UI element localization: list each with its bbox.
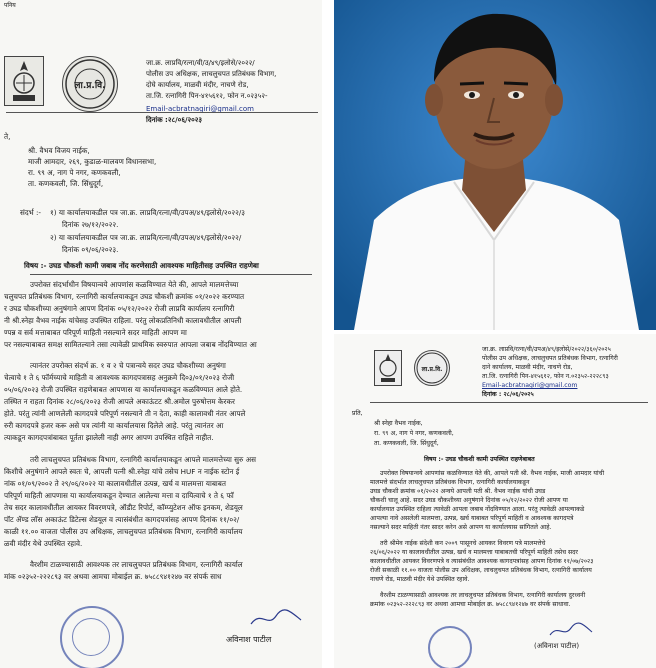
paragraph-line: नसल्याने सदर माहिती नंतर सादर करेन असे आपण या कार्यालयास सांगितले आहे.: [370, 524, 552, 531]
signature-scribble-small: [546, 620, 596, 640]
paragraph-line: त्याकडून कागदपत्रांबाबत पूर्तता झालेली नाही अगर आपण उपस्थित राहिले नाहीत.: [4, 433, 214, 442]
addressee-prefix: प्रति,: [352, 410, 363, 417]
portrait-photo: [334, 0, 656, 330]
svg-text:ला.प्र.वि.: ला.प्र.वि.: [421, 366, 443, 373]
paragraph-line: नाचणे रोड, माळवी मंदीर येथे उपस्थित रहावे.: [370, 576, 470, 583]
reference-2: २) या कार्यालयाकडील पत्र जा.क्र. लाप्रवि/रत्ना/वी/उपअ/४९/इलोसे/२०२२/: [50, 233, 242, 242]
signature-scribble: [246, 606, 306, 630]
paragraph-line: तरी श्रीमेव नाईक संदेशी कन २००९ पासूनचे आयकर विवरण पत्रे मालमत्तेचे: [380, 540, 546, 547]
header-divider: [6, 112, 318, 113]
police-emblem-logo: [4, 56, 44, 106]
reference-2b: दिनांक ०९/०६/२०२३.: [62, 245, 119, 254]
paragraph-line: वैरशीम टाळण्यासाठी आवश्यक तर लाचलुचपत प्रतिबंधक विभाग, रत्नागिरी कार्यालय दुरध्वनी: [380, 592, 586, 599]
paragraph-line: वैरशीम टाळण्यासाठी आवश्यक तर लाचलुचपत प्रतिबंधक विभाग, रत्नागिरी कार्याल: [30, 560, 243, 569]
addressee-line1: रा. ९९ अ, नाग पे नगर, कणकवली,: [374, 430, 454, 437]
paragraph-line: काळी ११.०० वाजता पोलीस उप अधिक्षक, लाचलुचपत प्रतिबंधक विभाग, रत्नागिरी कार्यालय: [4, 527, 243, 536]
paragraph-line: परिपूर्ण माहिती आपणास या कार्यालयाकडून देण्यात आलेल्या मत्ता व दायित्वाचे १ ते ६ फॉ: [4, 491, 234, 500]
paragraph-line: तरी लाचलुचपत प्रतिबंधक विभाग, रत्नागिरी कार्यालयाकडून आपले मालमत्तेच्या सुरु अस: [30, 455, 256, 464]
header-date: दिनांक :२८/०६/२०२३: [146, 116, 203, 124]
addressee-name: श्री स्नेहा वैभव नाईक,: [374, 420, 423, 427]
paragraph-line: क्रमांक ०२३५२-२२२८९३ वर अथवा आमचा मोबाईल क्र. ७५८८९४१२४७ वर संपर्क साधावा.: [370, 601, 571, 608]
paragraph-line: मालमत्ते संदर्भात लाचलुचपत प्रतिबंधक विभाग, रत्नागिरी कार्यालयाकडून: [370, 479, 530, 486]
header-ref: जा.क्र. लाप्रवि/रत्ना/वी/उपअ/४९/इलोसे/२०२२/३६०/२०२५: [482, 346, 611, 353]
addressee-line2: ता. कणकवली, जि. सिंधुदूर्ग,: [374, 440, 439, 447]
header-line2: दोघे कार्यालय, माळवी मंदीर, नाचणे रोड,: [146, 81, 249, 89]
right-letter: [334, 334, 656, 668]
paragraph-line: रुरी कागदपत्रे हजर करू असे पत्र त्यांनी या कार्यालयास दिलेले आहे. परंतु त्यानंतर आ: [4, 421, 224, 430]
addressee-prefix: ते,: [4, 132, 11, 141]
addressee-line3: ता. कणकवली, जि. सिंधुदूर्ग,: [28, 179, 104, 188]
paragraph-line: चौकशी चालू आहे. सदर उघड चौकशीच्या अनुषंगाने दिनांक ०५/१२/२०२२ रोजी आपण या: [370, 497, 568, 504]
signature-name: अविनाश पाटील: [226, 635, 272, 644]
subject-divider: [30, 274, 312, 275]
paragraph-line: तस्थित न राहता दिनांक २८/०६/२०२३ रोजी आपले अकाऊंटट श्री.अमोल पुरुषोत्तम केरकर: [4, 397, 235, 406]
paragraph-line: उपरोक्त विषयान्वये आपणांस कळविण्यात येते की, आपले पती श्री. वैभव नाईक, माजी आमदार यांची: [380, 470, 605, 477]
addressee-line1: माजी आमदार, २६९, कुडाळ-मालवण विधानसभा,: [28, 157, 157, 166]
paragraph-line: चलुचपत प्रतिबंधक विभाग, रत्नागिरी कार्यालयाकडून उघड चौकशी क्रमांक ०१/२०२२ करण्यात: [4, 292, 245, 301]
header-line3: ता.जि. रत्नागिरी पिन-४१५६१२, फोन न.०२३५२-: [146, 92, 268, 100]
header-line3: ता.जि. रत्नागिरी पिन-४१५६१२, फोन न.०२३५२-२२२८९३: [482, 373, 609, 380]
office-round-stamp-small: [428, 626, 472, 668]
paragraph-line: उघड चौकशी क्रमांक ०१/२०२२ अन्वये आपली पती श्री. वैभव नाईक यांची उघड: [370, 488, 546, 495]
header-line1: पोलीस उप अधिक्षक, लाचलुचपत प्रतिबंधक विभाग,: [146, 70, 277, 78]
paragraph-line: नी श्री.स्नेहा वैभव नाईक यांचेसह उपस्थित राहिला. परंतु लोकप्रतिनिधी कालावधीतील आपली: [4, 316, 242, 325]
paragraph-line: कार्यालयात उपस्थित राहिला त्यावेळी आपला जबाब नोंदविण्यात आला. परंतु त्यावेळी आपल्याकडे: [370, 506, 585, 513]
top-word: पनिय: [4, 2, 16, 9]
header-ref: जा.क्र. लाप्रवि/रत्ना/वी/उ/४९/इलोसे/२०२२/: [146, 59, 255, 67]
signature-name: (अविनाश पाटील): [534, 642, 580, 650]
reference-1: १) या कार्यालयाकडील पत्र जा.क्र. लाप्रवि/रत्ना/वी/उपअ/४९/इलोसे/२०२२/३: [50, 208, 246, 217]
police-emblem-logo-small: [374, 350, 402, 386]
paragraph-line: पर नसल्याबाबत समक्ष सामितल्याने तसा त्यावेळी प्राथमिक स्वरुपात आपला जबाब नोंदविण्यात आ: [4, 340, 257, 349]
paragraph-line: रोजी सकाळी ११.०० वाजता पोलीस उप अधिक्षक, लाचलुचपत प्रतिबंधक विभाग, रत्नागिरी कार्यालय: [370, 567, 592, 574]
paragraph-line: २६/०६/२०२२ या कालावधीतील उत्पन्न, खर्च व मालमत्ता याबाबतची परिपूर्ण माहिती तसेच सदर: [370, 549, 578, 556]
reference-label: संदर्भ :-: [20, 208, 42, 217]
header-email[interactable]: Email-acbratnagiri@gmail.com: [482, 382, 578, 389]
paragraph-line: तेच सदर कालावधीतील आयकर विवरणपत्रे, ऑडीट रिपोर्ट, कॉम्प्युटेशन ऑफ इनकम, शेडयूल: [4, 503, 243, 512]
paragraph-line: किशीचे अनुषंगाने आपले स्वतः चे, आपली पत्नी श्री.स्नेहा यांचे तसेच HUF न नाईक स्टोन ई: [4, 467, 240, 476]
svg-text:ला.प्र.वि.: ला.प्र.वि.: [74, 81, 106, 91]
paragraph-line: पॉट ॲण्ड लॉस अकाऊंट डिटेल्स शेडयूल व त्यासंबंधीत कागदपत्रांसह आपण दिनांक ११/०२/: [4, 515, 240, 524]
subject: विषय :- उघड चौकशी कामी जबाब नोंद करणेसाठी आवश्यक माहितीसह उपस्थित राहणेबा: [24, 261, 259, 270]
header-date: दिनांक : २८/०६/२०२५: [482, 391, 534, 398]
portrait-illustration: [334, 0, 656, 330]
paragraph-line: नांक ०१/०९/२००२ ते २९/०६/२०२२ या कालावधीतील उत्पन्न, खर्च व मालमत्ता याबाबत: [4, 479, 226, 488]
paragraph-line: होते. परंतु त्यांनी आणलेली कागदपत्रे परिपूर्ण नसल्याने ती न देता, काही कालावधी नंतर आपले: [4, 409, 246, 418]
office-round-stamp: [60, 606, 124, 668]
addressee-line2: रा. ९९ अ, नाग पे नगर, कणकवली,: [28, 168, 121, 177]
header-divider: [370, 402, 648, 403]
paragraph-line: चेत्वाचे १ ते ६ फॉर्मच्याचे माहिती व आवश्यक कागदपत्रासह अनुक्रमे दि०३/०१/२०२३ रोजी: [4, 373, 235, 382]
paragraph-line: मांक ०२३५२-२२२८९३ वर अथवा आमचा मोबाईल क्र. ७५८८९४१२४७ वर संपर्क साध: [4, 572, 222, 581]
paragraph-line: त्यानंतर उपरोक्त संदर्भ क्र. १ व २ चे पत्रान्वये सदर उघड चौकशीच्या अनुषंगा: [30, 361, 226, 370]
subject: विषय :- उघड चौकशी कामी उपस्थित राहणेबाबत: [424, 456, 535, 463]
acb-seal-logo-small: [414, 350, 450, 386]
left-letter: [0, 0, 322, 668]
acb-seal-logo: [62, 56, 118, 112]
header-line1: पोलीस उप अधिक्षक, लाचलुचपत प्रतिबंधक विभाग, रत्नागिरी: [482, 355, 618, 362]
header-line2: दाने कार्यालय, माळवी मंदीर, नाचणे रोड,: [482, 364, 573, 371]
paragraph-line: ण्पन्न व सर्व मत्ताबाबत परिपूर्ण माहिती नसल्याने सदर माहिती आपण मा: [4, 328, 187, 337]
paragraph-line: उपरोक्त संदर्भाधीन विषयान्वये आपणांस कळविण्यात येते की, आपले मालमत्तेच्या: [30, 280, 239, 289]
paragraph-line: कालावधीतील आयकर विवरणपत्रे व त्यासंबंधीत आवश्यक कागदपत्रांसह आपण दिनांक ११/०७/२०२३: [370, 558, 594, 565]
paragraph-line: ०५/०६/२०२३ रोजी उपस्थित राहणेबाबत आपणास या कार्यालयाकडून कळविण्यात आले होते.: [4, 385, 243, 394]
paragraph-line: आपल्या नावे असलेली मालमत्ता, उत्पन्न, खर्च याबाबत परिपूर्ण माहिती व आवश्यक कागदपत्रे: [370, 515, 574, 522]
paragraph-line: ळवी मंदीर येथे उपस्थित रहावे.: [4, 539, 83, 548]
reference-1b: दिनांक २७/१२/२०२२.: [62, 220, 119, 229]
addressee-name: श्री. वैभव विजय नाईक,: [28, 146, 90, 155]
header-email[interactable]: Email-acbratnagiri@gmail.com: [146, 105, 254, 113]
paragraph-line: र उघड चौकशीच्या अनुषंगाने आपण दिनांक ०५/१२/२०२२ रोजी लाप्रवि कार्यालय रत्नागिरी: [4, 304, 235, 313]
